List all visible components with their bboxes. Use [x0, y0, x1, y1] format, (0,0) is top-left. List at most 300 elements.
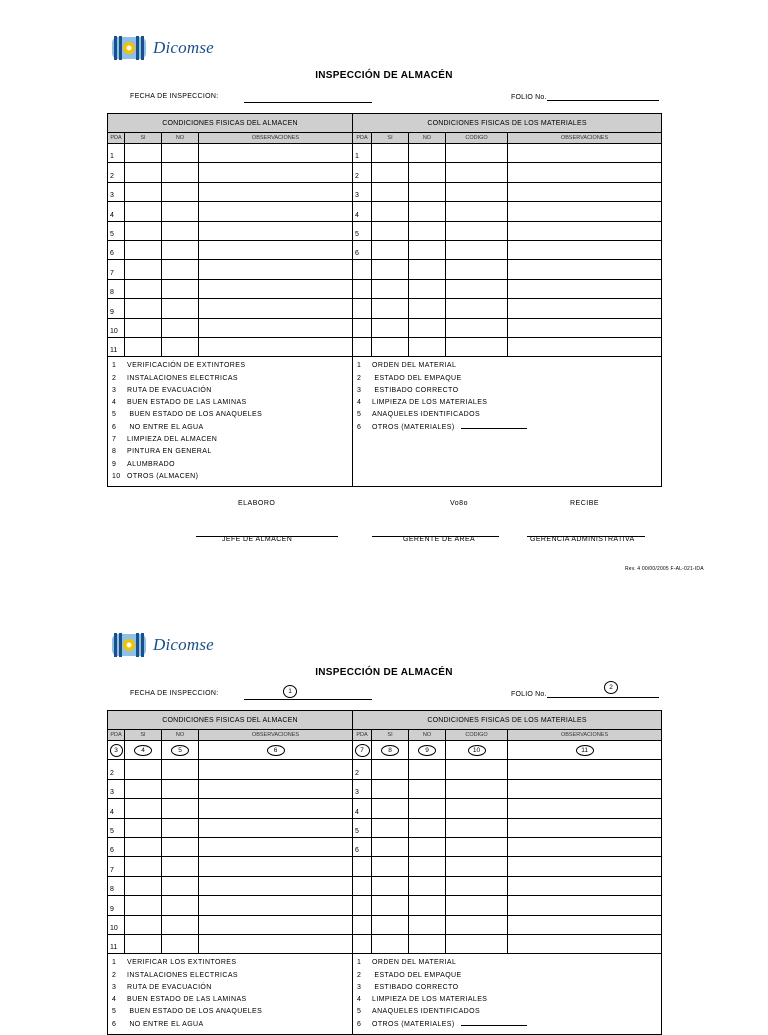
checklist-item-text: BUEN ESTADO DE LAS LAMINAS [127, 996, 247, 1004]
observaciones-materials-cell[interactable] [508, 799, 662, 818]
si-cell[interactable] [125, 915, 162, 934]
inspection-table [107, 710, 662, 1035]
checklist-item-number: 5 [112, 411, 117, 419]
codigo-cell[interactable] [446, 818, 508, 837]
pda-cell-number: 1 [110, 153, 114, 161]
si-cell[interactable] [125, 818, 162, 837]
checklist-item-text: NO ENTRE EL AGUA [127, 423, 204, 431]
no-materials-cell[interactable] [409, 202, 446, 221]
checklist-item-number: 3 [112, 386, 117, 394]
codigo-cell[interactable] [446, 857, 508, 876]
observaciones-cell[interactable] [199, 760, 353, 779]
no-materials-cell[interactable] [409, 799, 446, 818]
materials-checklist [353, 954, 662, 1035]
si-materials-cell[interactable] [372, 837, 409, 856]
si-materials-cell[interactable] [372, 240, 409, 259]
pda-materials-cell [353, 818, 372, 837]
checklist-item-text: ANAQUELES IDENTIFICADOS [372, 1008, 481, 1016]
no-cell[interactable] [162, 221, 199, 240]
no-materials-cell[interactable] [409, 240, 446, 259]
folio-field[interactable] [511, 93, 659, 101]
si-cell[interactable] [125, 896, 162, 915]
no-materials-cell[interactable] [409, 318, 446, 337]
observaciones-materials-cell[interactable] [508, 144, 662, 163]
no-cell[interactable] [162, 318, 199, 337]
pda-cell [108, 799, 125, 818]
pda-materials-cell [353, 202, 372, 221]
company-logo [111, 630, 214, 660]
pda-cell-number: 11 [110, 944, 118, 952]
no-cell[interactable] [162, 896, 199, 915]
materials-conditions-header: CONDICIONES FISICAS DE LOS MATERIALES [353, 114, 662, 133]
observaciones-materials-cell[interactable] [508, 299, 662, 318]
si-materials-cell[interactable] [372, 799, 409, 818]
codigo-cell[interactable] [446, 915, 508, 934]
no-cell[interactable] [162, 760, 199, 779]
checklist-item-text: PINTURA EN GENERAL [127, 448, 212, 456]
col-no: NO [162, 133, 199, 144]
observaciones-cell[interactable] [199, 279, 353, 298]
inspection-date-field[interactable] [244, 102, 372, 103]
no-cell[interactable] [162, 876, 199, 895]
checklist-item [112, 409, 348, 421]
observaciones-cell[interactable] [199, 299, 353, 318]
checklist-item-text: LIMPIEZA DEL ALMACEN [127, 436, 218, 444]
gerente-title: GERENTE DE AREA [403, 536, 476, 543]
pda-materials-cell [353, 896, 372, 915]
gerencia-title: GERENCIA ADMINISTRATIVA [530, 536, 635, 543]
si-cell[interactable] [125, 934, 162, 953]
checklist-item [112, 373, 348, 385]
table-row [108, 779, 662, 798]
table-row [108, 337, 662, 356]
si-materials-cell[interactable] [372, 915, 409, 934]
codigo-cell[interactable] [446, 337, 508, 356]
pda-cell [108, 857, 125, 876]
no-materials-cell[interactable] [409, 221, 446, 240]
checklist-item-number: 2 [357, 374, 362, 382]
observaciones-cell[interactable] [199, 857, 353, 876]
col-si-materials: SI [372, 730, 409, 741]
inspection-date-label: FECHA DE INSPECCION: [130, 93, 219, 100]
si-materials-cell[interactable] [372, 318, 409, 337]
checklist-item [112, 385, 348, 397]
checklist-item-text: ALUMBRADO [127, 460, 175, 468]
pda-cell-number: 10 [110, 924, 118, 932]
pda-materials-cell [353, 876, 372, 895]
checklist-item-text: LIMPIEZA DE LOS MATERIALES [372, 399, 488, 407]
pda-cell [108, 144, 125, 163]
pda-materials-cell [353, 779, 372, 798]
si-materials-cell[interactable] [372, 779, 409, 798]
table-row [108, 857, 662, 876]
checklist-item-number: 6 [112, 423, 117, 431]
checklist-item-text: ORDEN DEL MATERIAL [372, 362, 457, 370]
pda-materials-cell-number: 5 [355, 230, 359, 238]
jefe-title: JEFE DE ALMACEN [222, 536, 293, 543]
table-row [108, 144, 662, 163]
pda-cell [108, 779, 125, 798]
pda-cell-number: 7 [110, 269, 114, 277]
si-cell[interactable] [125, 760, 162, 779]
checklist-item [112, 994, 348, 1006]
pda-cell-number: 4 [110, 211, 114, 219]
no-materials-cell[interactable] [409, 857, 446, 876]
si-materials-cell[interactable] [372, 279, 409, 298]
col-observaciones: OBSERVACIONES [199, 730, 353, 741]
codigo-cell[interactable] [446, 163, 508, 182]
folio-line[interactable] [547, 690, 659, 698]
no-materials-cell[interactable] [409, 837, 446, 856]
checklist-item-text: RUTA DE EVACUACIÓN [127, 386, 212, 394]
pda-cell-number: 9 [110, 905, 114, 913]
pda-cell-number: 5 [110, 230, 114, 238]
observaciones-materials-cell[interactable] [508, 240, 662, 259]
codigo-cell[interactable] [446, 799, 508, 818]
no-materials-cell[interactable] [409, 818, 446, 837]
no-cell[interactable] [162, 337, 199, 356]
otros-materiales-field[interactable] [461, 1020, 527, 1026]
si-cell[interactable] [125, 857, 162, 876]
codigo-cell[interactable] [446, 202, 508, 221]
si-cell[interactable] [125, 202, 162, 221]
pda-materials-cell-number: 6 [355, 847, 359, 855]
si-cell[interactable] [125, 144, 162, 163]
codigo-cell[interactable] [446, 837, 508, 856]
no-cell[interactable] [162, 240, 199, 259]
checklist-item [112, 957, 348, 969]
si-cell[interactable] [125, 837, 162, 856]
observaciones-cell[interactable] [199, 318, 353, 337]
no-materials-cell[interactable] [409, 144, 446, 163]
observaciones-cell[interactable] [199, 896, 353, 915]
si-materials-cell[interactable] [372, 299, 409, 318]
pda-materials-cell [353, 240, 372, 259]
pda-materials-cell [353, 837, 372, 856]
no-materials-cell[interactable] [409, 896, 446, 915]
no-cell[interactable] [162, 182, 199, 201]
si-materials-cell[interactable] [372, 337, 409, 356]
pda-cell [108, 818, 125, 837]
table-row [108, 260, 662, 279]
observaciones-materials-cell[interactable] [508, 318, 662, 337]
checklist-item-number: 1 [357, 362, 362, 370]
checklist-item-number: 3 [112, 983, 117, 991]
inspection-date-field[interactable] [244, 699, 372, 700]
logo-text: Dicomse [153, 635, 214, 654]
pda-cell-number: 7 [110, 866, 114, 874]
observaciones-materials-cell[interactable] [508, 934, 662, 953]
si-cell[interactable] [125, 240, 162, 259]
checklist-item-number: 6 [357, 423, 362, 431]
no-materials-cell[interactable] [409, 934, 446, 953]
pda-cell [108, 299, 125, 318]
callout-2: 2 [604, 679, 618, 697]
pda-cell [108, 318, 125, 337]
observaciones-materials-cell[interactable] [508, 221, 662, 240]
checklist-item-number: 5 [357, 411, 362, 419]
observaciones-materials-cell[interactable] [508, 182, 662, 201]
checklist-item-text: INSTALACIONES ELECTRICAS [127, 374, 238, 382]
dicomse-logo-icon [111, 33, 147, 63]
si-cell[interactable] [125, 876, 162, 895]
observaciones-cell[interactable] [199, 779, 353, 798]
no-cell[interactable] [162, 299, 199, 318]
si-materials-cell[interactable] [372, 896, 409, 915]
observaciones-cell[interactable] [199, 876, 353, 895]
table-row [108, 279, 662, 298]
pda-cell [108, 760, 125, 779]
no-materials-cell[interactable] [409, 760, 446, 779]
col-si-materials: SI [372, 133, 409, 144]
no-cell[interactable] [162, 279, 199, 298]
checklist-item-text: NO ENTRE EL AGUA [127, 1020, 204, 1028]
observaciones-cell[interactable] [199, 240, 353, 259]
no-cell[interactable] [162, 163, 199, 182]
observaciones-materials-cell[interactable] [508, 202, 662, 221]
codigo-cell[interactable] [446, 182, 508, 201]
pda-cell-number: 10 [110, 327, 118, 335]
checklist-item-text: ESTADO DEL EMPAQUE [372, 374, 462, 382]
si-cell[interactable] [125, 163, 162, 182]
checklist-item-number: 4 [112, 996, 117, 1004]
no-cell[interactable] [162, 260, 199, 279]
checklist-item [357, 422, 657, 434]
col-observaciones: OBSERVACIONES [199, 133, 353, 144]
checklist-item-number: 2 [357, 971, 362, 979]
pda-cell-number: 3 [110, 789, 114, 797]
checklist-item-text: INSTALACIONES ELECTRICAS [127, 971, 238, 979]
si-cell[interactable] [125, 279, 162, 298]
si-cell[interactable] [125, 799, 162, 818]
pda-materials-cell-number: 6 [355, 250, 359, 258]
observaciones-cell[interactable] [199, 337, 353, 356]
callout-1: 1 [283, 683, 297, 701]
si-materials-cell[interactable] [372, 760, 409, 779]
otros-materiales-field[interactable] [461, 423, 527, 429]
table-row [108, 915, 662, 934]
no-cell[interactable] [162, 857, 199, 876]
codigo-cell[interactable] [446, 221, 508, 240]
codigo-cell[interactable] [446, 299, 508, 318]
observaciones-materials-cell[interactable] [508, 896, 662, 915]
pda-cell [108, 163, 125, 182]
inspection-table [107, 113, 662, 487]
no-cell[interactable] [162, 144, 199, 163]
pda-cell [108, 260, 125, 279]
observaciones-cell[interactable] [199, 182, 353, 201]
codigo-cell[interactable] [446, 260, 508, 279]
no-materials-cell[interactable] [409, 299, 446, 318]
table-row [108, 837, 662, 856]
no-materials-cell[interactable] [409, 337, 446, 356]
pda-materials-cell [353, 163, 372, 182]
pda-cell-number: 4 [110, 808, 114, 816]
si-materials-cell[interactable] [372, 202, 409, 221]
observaciones-cell[interactable] [199, 934, 353, 953]
checklist-item [112, 1006, 348, 1018]
si-materials-cell[interactable] [372, 260, 409, 279]
pda-materials-cell [353, 182, 372, 201]
checklist-item-text: OTROS (MATERIALES) [372, 1020, 455, 1028]
observaciones-materials-cell[interactable] [508, 163, 662, 182]
checklist-item [357, 1006, 657, 1018]
pda-cell-number: 2 [110, 769, 114, 777]
pda-materials-cell [353, 337, 372, 356]
checklist-item [357, 970, 657, 982]
checklist-item-number: 10 [112, 472, 121, 480]
observaciones-cell[interactable] [199, 202, 353, 221]
si-materials-cell[interactable] [372, 857, 409, 876]
no-materials-cell[interactable] [409, 279, 446, 298]
observaciones-cell[interactable] [199, 818, 353, 837]
codigo-cell[interactable] [446, 318, 508, 337]
table-row [108, 163, 662, 182]
observaciones-materials-cell[interactable] [508, 760, 662, 779]
pda-cell [108, 915, 125, 934]
table-body [108, 760, 662, 954]
checklist-item [112, 471, 348, 483]
pda-materials-cell [353, 799, 372, 818]
observaciones-materials-cell[interactable] [508, 915, 662, 934]
observaciones-materials-cell[interactable] [508, 260, 662, 279]
si-materials-cell[interactable] [372, 221, 409, 240]
no-cell[interactable] [162, 915, 199, 934]
materials-conditions-header: CONDICIONES FISICAS DE LOS MATERIALES [353, 711, 662, 730]
checklist-item [357, 994, 657, 1006]
pda-cell [108, 896, 125, 915]
no-materials-cell[interactable] [409, 260, 446, 279]
si-cell[interactable] [125, 221, 162, 240]
no-materials-cell[interactable] [409, 182, 446, 201]
no-cell[interactable] [162, 818, 199, 837]
pda-materials-cell-number: 2 [355, 769, 359, 777]
checklist-item-number: 1 [112, 362, 117, 370]
observaciones-cell[interactable] [199, 915, 353, 934]
codigo-cell[interactable] [446, 240, 508, 259]
no-materials-cell[interactable] [409, 876, 446, 895]
no-cell[interactable] [162, 837, 199, 856]
no-cell[interactable] [162, 779, 199, 798]
si-materials-cell[interactable] [372, 144, 409, 163]
pda-materials-cell-number: 4 [355, 808, 359, 816]
pda-materials-cell [353, 760, 372, 779]
checklist-item [112, 422, 348, 434]
pda-cell [108, 182, 125, 201]
codigo-cell[interactable] [446, 779, 508, 798]
no-materials-cell[interactable] [409, 779, 446, 798]
checklist-item-text: RUTA DE EVACUACIÓN [127, 983, 212, 991]
no-cell[interactable] [162, 202, 199, 221]
table-row [108, 318, 662, 337]
table-row [108, 934, 662, 953]
si-materials-cell[interactable] [372, 163, 409, 182]
observaciones-cell[interactable] [199, 837, 353, 856]
no-cell[interactable] [162, 934, 199, 953]
si-materials-cell[interactable] [372, 934, 409, 953]
folio-line[interactable] [547, 93, 659, 101]
pda-cell-number: 8 [110, 886, 114, 894]
checklist-item-number: 4 [357, 996, 362, 1004]
pda-cell [108, 279, 125, 298]
checklist-item-number: 3 [357, 983, 362, 991]
observaciones-cell[interactable] [199, 260, 353, 279]
si-cell[interactable] [125, 182, 162, 201]
folio-label: FOLIO No. [511, 691, 547, 698]
observaciones-materials-cell[interactable] [508, 779, 662, 798]
checklist-item-text: ANAQUELES IDENTIFICADOS [372, 411, 481, 419]
vobo-label: Vo8o [450, 500, 468, 507]
dicomse-logo-icon [111, 630, 147, 660]
checklist-item [357, 360, 657, 372]
no-cell[interactable] [162, 799, 199, 818]
checklist-item [357, 385, 657, 397]
pda-materials-cell [353, 934, 372, 953]
observaciones-materials-cell[interactable] [508, 818, 662, 837]
pda-cell-number: 2 [110, 172, 114, 180]
observaciones-cell[interactable] [199, 799, 353, 818]
si-cell[interactable] [125, 318, 162, 337]
table-row [108, 896, 662, 915]
si-cell[interactable] [125, 299, 162, 318]
codigo-cell[interactable] [446, 144, 508, 163]
si-cell[interactable] [125, 337, 162, 356]
checklist-item-number: 6 [112, 1020, 117, 1028]
observaciones-cell[interactable] [199, 221, 353, 240]
checklist-item [357, 409, 657, 421]
recibe-label: RECIBE [570, 500, 600, 507]
codigo-cell[interactable] [446, 876, 508, 895]
si-cell[interactable] [125, 779, 162, 798]
pda-materials-cell-number: 5 [355, 827, 359, 835]
si-materials-cell[interactable] [372, 182, 409, 201]
si-cell[interactable] [125, 260, 162, 279]
folio-field[interactable] [511, 690, 659, 698]
table-body [108, 144, 662, 357]
callout-8: 8 [372, 741, 409, 760]
table-row [108, 799, 662, 818]
checklist-item-number: 7 [112, 436, 117, 444]
checklist-item [112, 360, 348, 372]
observaciones-cell[interactable] [199, 163, 353, 182]
si-materials-cell[interactable] [372, 876, 409, 895]
observaciones-materials-cell[interactable] [508, 279, 662, 298]
callout-11: 11 [508, 741, 662, 760]
codigo-cell[interactable] [446, 896, 508, 915]
pda-cell-number: 9 [110, 308, 114, 316]
observaciones-materials-cell[interactable] [508, 337, 662, 356]
revision-code: Rev. 4 00/00/2005 F-AL-021-IDA [625, 566, 704, 572]
si-materials-cell[interactable] [372, 818, 409, 837]
pda-cell-number: 5 [110, 827, 114, 835]
observaciones-materials-cell[interactable] [508, 876, 662, 895]
codigo-cell[interactable] [446, 760, 508, 779]
checklist-item [112, 397, 348, 409]
col-pda: PDA [108, 730, 125, 741]
no-materials-cell[interactable] [409, 163, 446, 182]
checklist-item-number: 2 [112, 374, 117, 382]
observaciones-cell[interactable] [199, 144, 353, 163]
observaciones-materials-cell[interactable] [508, 857, 662, 876]
table-row [108, 299, 662, 318]
observaciones-materials-cell[interactable] [508, 837, 662, 856]
table-row [108, 876, 662, 895]
checklist-item-text: BUEN ESTADO DE LOS ANAQUELES [127, 1008, 263, 1016]
no-materials-cell[interactable] [409, 915, 446, 934]
col-observaciones-materials: OBSERVACIONES [508, 133, 662, 144]
codigo-cell[interactable] [446, 279, 508, 298]
codigo-cell[interactable] [446, 934, 508, 953]
